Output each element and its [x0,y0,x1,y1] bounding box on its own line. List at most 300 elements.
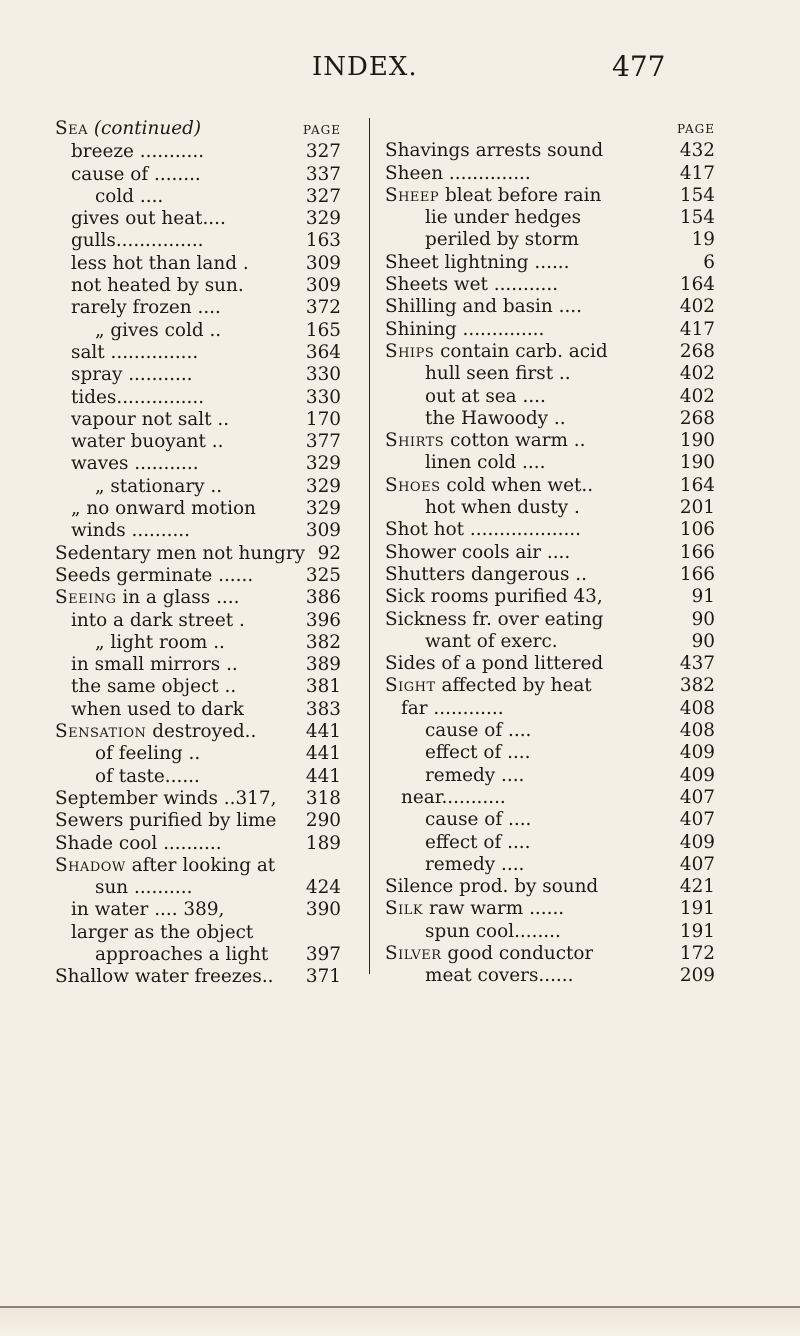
index-entry [385,185,715,207]
entry-page-number: 382 [305,631,341,653]
entry-subtext: Shot hot ................... [385,519,581,541]
entry-text [385,653,603,675]
entry-page-number: 396 [305,609,341,631]
entry-subtext: contain carb. acid [440,340,608,362]
entry-subtext: remedy .... [425,764,525,786]
entry-subtext: in a glass .... [122,587,240,609]
index-entry [385,742,715,764]
entry-page-number: 318 [305,787,341,809]
entry-subtext: „ stationary .. [95,475,223,497]
index-entry [385,876,715,898]
entry-subtext: of taste...... [95,765,200,787]
index-entry [385,163,715,185]
index-entry [55,275,341,297]
entry-text [55,297,221,319]
entry-headword: Sensation [55,721,147,743]
entry-page-number: 417 [679,318,715,340]
entry-subtext: Silence prod. by sound [385,876,599,898]
index-entry [55,164,341,186]
entry-page-number: 166 [679,541,715,563]
entry-page-number: 390 [305,899,341,921]
entry-subtext: „ gives cold .. [95,319,222,341]
index-entry [55,899,341,921]
index-entry [55,966,341,988]
entry-subtext: sun .......... [95,877,193,899]
entry-page-number: 154 [679,184,715,206]
entry-subtext: in water .... 389, [71,899,225,921]
entry-subtext: cotton warm .. [450,430,586,452]
entry-subtext: Sedentary men not hungry [55,542,306,564]
entry-subtext: Shade cool .......... [55,832,222,854]
entry-subtext: rarely frozen .... [71,297,221,319]
entry-subtext: hull seen first .. [425,363,571,385]
entry-subtext: into a dark street . [71,609,245,631]
entry-text [385,363,571,385]
entry-subtext: cause of .... [425,720,532,742]
entry-headword: Seeing [55,587,117,609]
entry-text [55,409,229,431]
index-entry [385,698,715,720]
index-entry [55,565,341,587]
entry-text [55,721,256,743]
entry-subtext: raw warm ...... [428,898,565,920]
page-header [0,50,800,90]
entry-subtext: breeze ........... [71,141,205,163]
index-entry [55,922,341,944]
entry-subtext: bleat before rain [445,184,602,206]
index-entry [55,498,341,520]
entry-subtext: lie under hedges [425,207,582,229]
entry-text [385,876,598,898]
entry-page-number: 329 [305,498,341,520]
entry-subtext: gulls............... [71,230,204,252]
entry-text [55,208,226,230]
entry-subtext: salt ............... [71,341,199,363]
entry-subtext: Sheets wet ........... [385,274,559,296]
entry-text [385,943,593,965]
index-entry [55,297,341,319]
entry-text [55,141,204,163]
entry-page-number: 337 [305,163,341,185]
entry-subtext: cause of .... [425,809,532,831]
entry-page-number: 309 [305,520,341,542]
entry-text [385,497,580,519]
entry-page-number: 432 [679,140,715,162]
index-entry [55,855,341,877]
entry-subtext: linen cold .... [425,452,546,474]
entry-text [55,610,245,632]
entry-text [55,632,225,654]
entry-subtext: effect of .... [425,831,531,853]
entry-text [55,342,198,364]
index-entry [55,699,341,721]
entry-page-number: 154 [679,207,715,229]
index-entry [385,943,715,965]
entry-text [55,253,249,275]
index-entry [55,743,341,765]
entry-text [55,676,236,698]
entry-page-number: 172 [679,942,715,964]
entry-text [55,587,239,609]
entry-text [385,319,544,341]
index-entry [55,118,341,141]
index-entry [385,229,715,251]
entry-subtext: Sheet lightning ...... [385,251,570,273]
entry-headword: Sheep [385,184,440,206]
index-entry [55,387,341,409]
entry-subtext: Sickness fr. over eating [385,608,604,630]
index-entry [55,944,341,966]
entry-text [55,275,244,297]
entry-headword: Shirts [385,430,445,452]
entry-text [55,543,305,565]
index-entry [385,854,715,876]
entry-page-number: 407 [679,786,715,808]
entry-text [55,810,276,832]
entry-page-number: 437 [679,653,715,675]
entry-text [385,475,593,497]
entry-page-number: 330 [305,364,341,386]
entry-page-number: 407 [679,809,715,831]
index-entry [385,631,715,653]
entry-page-number: 6 [703,251,715,273]
entry-text [385,609,603,631]
entry-subtext: remedy .... [425,853,525,875]
index-entry [385,832,715,854]
index-entry [385,296,715,318]
entry-text [55,855,275,877]
entry-subtext: Shilling and basin .... [385,296,582,318]
entry-subtext: spray ........... [71,364,193,386]
entry-text [55,699,244,721]
index-entry [55,364,341,386]
entry-text [55,186,163,208]
entry-page-number: 190 [679,430,715,452]
entry-text [55,788,276,810]
entry-subtext: near........... [401,786,506,808]
entry-subtext: cold .... [95,185,164,207]
entry-headword: Sight [385,675,436,697]
entry-page-number: 377 [305,431,341,453]
entry-page-number: 409 [679,742,715,764]
entry-page-number: 164 [679,274,715,296]
index-entry [385,452,715,474]
entry-page-number: 189 [305,832,341,854]
index-entry [385,140,715,162]
entry-subtext: Shavings arrests sound [385,140,604,162]
entry-text [385,675,592,697]
entry-page-number: 268 [679,407,715,429]
index-entry [385,252,715,274]
entry-subtext: out at sea .... [425,385,546,407]
index-entry [55,208,341,230]
entry-subtext: after looking at [131,854,276,876]
entry-headword: Sea [55,118,88,139]
entry-page-number: 190 [679,452,715,474]
entry-page-number: 386 [305,587,341,609]
entry-text [55,453,199,475]
index-entry [385,207,715,229]
entry-headword: Ships [385,340,435,362]
entry-text [55,320,221,342]
entry-page-number: 290 [305,810,341,832]
entry-page-number: 209 [679,965,715,987]
entry-subtext: the Hawoody .. [425,407,566,429]
entry-subtext: not heated by sun. [71,275,244,297]
entry-page-number: 106 [679,519,715,541]
column-divider [369,118,370,974]
entry-text [55,164,201,186]
entry-headword: Silk [385,898,424,920]
entry-text [55,833,222,855]
entry-text [55,520,190,542]
index-entry [55,721,341,743]
entry-text [385,921,561,943]
entry-page-number: 441 [305,721,341,743]
entry-headword: Silver [385,942,442,964]
entry-text [55,899,224,921]
entry-subtext: „ no onward motion [71,498,256,520]
entry-page-number: 424 [305,877,341,899]
entry-page-number: 329 [305,208,341,230]
index-entry [55,230,341,252]
entry-subtext: tides............... [71,386,205,408]
index-entry [385,274,715,296]
index-entry [55,320,341,342]
entry-page-number: 402 [679,385,715,407]
index-entry [55,766,341,788]
entry-text [385,564,587,586]
entry-page-number: 309 [305,252,341,274]
entry-subtext: in small mirrors .. [71,654,238,676]
right-index-column [385,118,715,988]
entry-subtext: affected by heat [441,675,592,697]
entry-text [385,207,581,229]
entry-headword: Shadow [55,854,126,876]
index-entry [55,654,341,676]
entry-page-number: 191 [679,898,715,920]
entry-text [385,341,608,363]
entry-page-number: 441 [305,765,341,787]
entry-subtext: Shining .............. [385,318,545,340]
entry-subtext: Sewers purified by lime [55,810,277,832]
index-entry [55,453,341,475]
index-entry [385,898,715,920]
entry-page-number: 191 [679,920,715,942]
index-entry [385,765,715,787]
entry-subtext: Shallow water freezes.. [55,966,274,988]
entry-text [385,854,524,876]
entry-text [385,898,564,920]
index-entry [385,475,715,497]
entry-text [385,274,558,296]
entry-subtext: the same object .. [71,676,237,698]
entry-text [385,386,546,408]
entry-text [385,742,530,764]
entry-page-number: 19 [691,229,715,251]
entry-text [55,944,268,966]
entry-page-number: 325 [305,564,341,586]
entry-page-number: 170 [305,408,341,430]
index-entry [385,609,715,631]
entry-text [385,832,530,854]
index-entry [385,921,715,943]
entry-subtext: good conductor [447,942,594,964]
entry-text [385,542,570,564]
index-entry [55,676,341,698]
entry-subtext: vapour not salt .. [71,408,230,430]
index-entry [385,363,715,385]
entry-subtext: when used to dark [71,698,244,720]
entry-page-number: 91 [691,586,715,608]
index-entry [385,564,715,586]
index-entry [385,386,715,408]
index-entry [55,342,341,364]
entry-page-number: 92 [317,542,341,564]
entry-text [385,787,506,809]
entry-page-number: 417 [679,162,715,184]
entry-page-number: 421 [679,876,715,898]
entry-subtext: destroyed.. [152,721,257,743]
entry-subtext: Shutters dangerous .. [385,563,587,585]
entry-page-number: 165 [305,319,341,341]
entry-subtext: Sick rooms purified 43, [385,586,603,608]
entry-subtext: cause of ........ [71,163,201,185]
entry-text [385,720,531,742]
index-entry [385,787,715,809]
entry-subtext: hot when dusty . [425,497,580,519]
index-entry [55,610,341,632]
index-entry [385,965,715,987]
entry-page-number: 90 [691,630,715,652]
entry-page-number: 163 [305,230,341,252]
entry-page-number: 166 [679,563,715,585]
index-entry [55,141,341,163]
index-entry [385,118,715,140]
entry-page-number: 407 [679,853,715,875]
entry-page-number: 402 [679,296,715,318]
entry-subtext: gives out heat.... [71,208,226,230]
entry-text [55,364,193,386]
entry-text [55,476,222,498]
index-entry [55,810,341,832]
entry-text [55,966,274,988]
index-entry [385,497,715,519]
entry-page-number: 327 [305,185,341,207]
entry-page-number: 268 [679,340,715,362]
entry-page-number: 409 [679,764,715,786]
entry-page-number: 382 [679,675,715,697]
entry-subtext: less hot than land . [71,252,249,274]
entry-text [55,654,238,676]
entry-subtext: (continued) [93,118,202,139]
entry-page-number: 402 [679,363,715,385]
entry-text [385,296,582,318]
entry-text [385,140,603,162]
entry-page-number: 409 [679,831,715,853]
entry-subtext: winds .......... [71,520,190,542]
index-entry [385,586,715,608]
entry-text [55,387,204,409]
entry-page-number: 371 [305,966,341,988]
entry-page-number: 397 [305,943,341,965]
index-entry [385,653,715,675]
index-title: INDEX. [312,52,418,82]
index-entry [385,519,715,541]
entry-subtext: far ............ [401,697,504,719]
index-entry [55,476,341,498]
entry-page-number: PAGE [677,122,715,136]
entry-text [385,809,531,831]
entry-page-number: 372 [305,297,341,319]
entry-page-number: 408 [679,697,715,719]
index-entry [55,253,341,275]
entry-headword: Shoes [385,474,441,496]
entry-text [55,565,253,587]
entry-page-number: 441 [305,743,341,765]
index-entry [385,720,715,742]
entry-page-number: 329 [305,475,341,497]
left-index-column [55,118,341,989]
entry-text [55,230,204,252]
entry-text [385,586,603,608]
index-entry [385,430,715,452]
index-entry [55,632,341,654]
entry-page-number: 201 [679,497,715,519]
entry-subtext: approaches a light [95,943,269,965]
index-entry [55,520,341,542]
entry-text [385,631,558,653]
index-entry [55,788,341,810]
entry-subtext: September winds ..317, [55,787,277,809]
entry-subtext: spun cool........ [425,920,561,942]
entry-text [55,766,200,788]
entry-text [385,408,566,430]
index-entry [385,319,715,341]
entry-text [385,698,504,720]
entry-page-number: 381 [305,676,341,698]
entry-page-number: 164 [679,474,715,496]
entry-text [385,163,531,185]
entry-subtext: „ light room .. [95,631,225,653]
index-entry [55,833,341,855]
index-entry [55,431,341,453]
entry-text [385,430,585,452]
entry-page-number: 383 [305,698,341,720]
entry-subtext: Sheen .............. [385,162,531,184]
entry-page-number: 90 [691,608,715,630]
entry-page-number: 309 [305,275,341,297]
entry-text [385,229,579,251]
entry-page-number: 364 [305,341,341,363]
entry-text [385,185,601,207]
entry-subtext: of feeling .. [95,743,201,765]
entry-page-number: PAGE [303,123,341,137]
entry-page-number: 389 [305,654,341,676]
entry-subtext: Shower cools air .... [385,541,571,563]
entry-text [55,877,192,899]
entry-subtext: Seeds germinate ...... [55,564,254,586]
index-entry [385,408,715,430]
entry-subtext: want of exerc. [425,630,558,652]
entry-subtext: effect of .... [425,742,531,764]
page-number: 477 [612,50,666,83]
index-entry [385,341,715,363]
entry-text [55,118,201,140]
index-entry [385,542,715,564]
entry-subtext: larger as the object [71,921,254,943]
entry-subtext: cold when wet.. [446,474,594,496]
